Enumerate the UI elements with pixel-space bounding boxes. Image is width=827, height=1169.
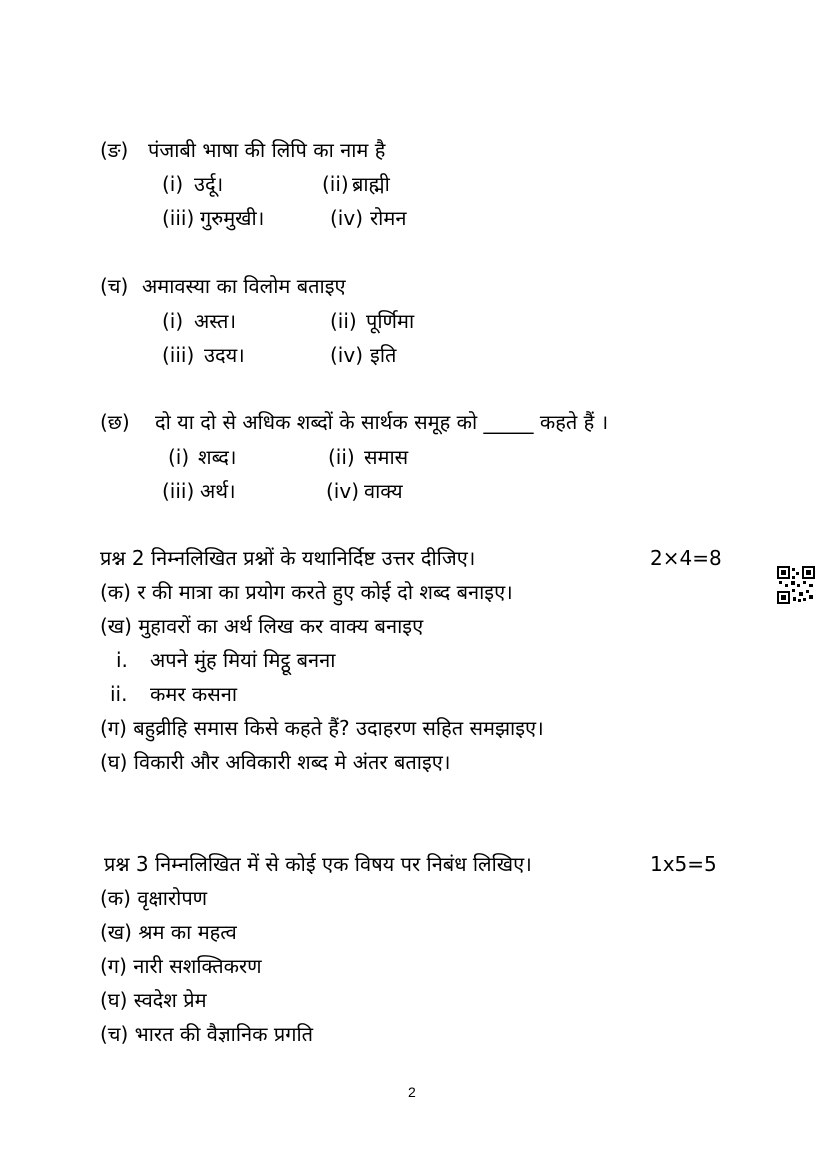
option-text: रोमन	[370, 206, 407, 230]
option-text: उदय।	[204, 343, 245, 367]
option-num: (i)	[162, 309, 184, 333]
question-2-title: प्रश्न 2 निम्नलिखित प्रश्नों के यथानिर्दिष्ट उत्तर दीजिए।	[100, 546, 476, 570]
essay-topic: (क) वृक्षारोपण	[100, 886, 208, 910]
option-text: अस्त।	[194, 309, 237, 333]
essay-topic: (च) भारत की वैज्ञानिक प्रगति	[100, 1022, 314, 1046]
option-num: (iv)	[326, 479, 359, 503]
essay-topic: (ग) नारी सशक्तिकरण	[100, 954, 262, 978]
question-2-marks: 2×4=8	[650, 546, 722, 570]
essay-topic: (ख) श्रम का महत्व	[100, 920, 237, 944]
option-num: (i)	[168, 445, 190, 469]
question-2-a: (क) र की मात्रा का प्रयोग करते हुए कोई दो शब्द बनाइए।	[100, 580, 513, 604]
option-num: (iv)	[330, 343, 363, 367]
question-2-b: (ख) मुहावरों का अर्थ लिख कर वाक्य बनाइए	[100, 614, 424, 638]
option-text: वाक्य	[364, 479, 403, 503]
option-num: (iii)	[162, 206, 195, 230]
option-num: (ii)	[322, 172, 349, 196]
question-chh-text: दो या दो से अधिक शब्दों के सार्थक समूह को _____ कहते हैं ।	[155, 410, 609, 434]
option-text: शब्द।	[198, 445, 237, 469]
page-number: 2	[408, 1084, 416, 1100]
question-3-title: प्रश्न 3 निम्नलिखित में से कोई एक विषय पर निबंध लिखिए।	[104, 852, 532, 876]
idiom-text: अपने मुंह मियां मिट्ठू बनना	[150, 648, 336, 672]
question-e-label: (ङ)	[100, 138, 129, 162]
question-ch-text: अमावस्या का विलोम बताइए	[142, 274, 346, 298]
option-text: उर्दू।	[194, 172, 224, 196]
idiom-text: कमर कसना	[150, 682, 238, 706]
question-ch-label: (च)	[100, 274, 129, 298]
option-text: गुरुमुखी।	[200, 206, 265, 230]
question-3-marks: 1x5=5	[650, 852, 717, 876]
option-text: इति	[370, 343, 397, 367]
option-text: समास	[364, 445, 409, 469]
option-text: अर्थ।	[200, 479, 236, 503]
option-num: (iv)	[330, 206, 363, 230]
idiom-num: ii.	[110, 682, 128, 706]
question-2-d: (घ) विकारी और अविकारी शब्द मे अंतर बताइए।	[100, 750, 451, 774]
option-num: (ii)	[328, 445, 355, 469]
qr-code-icon	[777, 566, 815, 604]
essay-topic: (घ) स्वदेश प्रेम	[100, 988, 207, 1012]
question-e-text: पंजाबी भाषा की लिपि का नाम है	[148, 138, 386, 162]
option-num: (ii)	[330, 309, 357, 333]
option-num: (iii)	[162, 479, 195, 503]
option-num: (i)	[162, 172, 184, 196]
question-chh-label: (छ)	[100, 410, 130, 434]
option-text: ब्राह्मी	[352, 172, 390, 196]
option-text: पूर्णिमा	[366, 309, 415, 333]
idiom-num: i.	[116, 648, 128, 672]
question-2-c: (ग) बहुव्रीहि समास किसे कहते हैं? उदाहरण सहित समझाइए।	[100, 716, 544, 740]
option-num: (iii)	[162, 343, 195, 367]
